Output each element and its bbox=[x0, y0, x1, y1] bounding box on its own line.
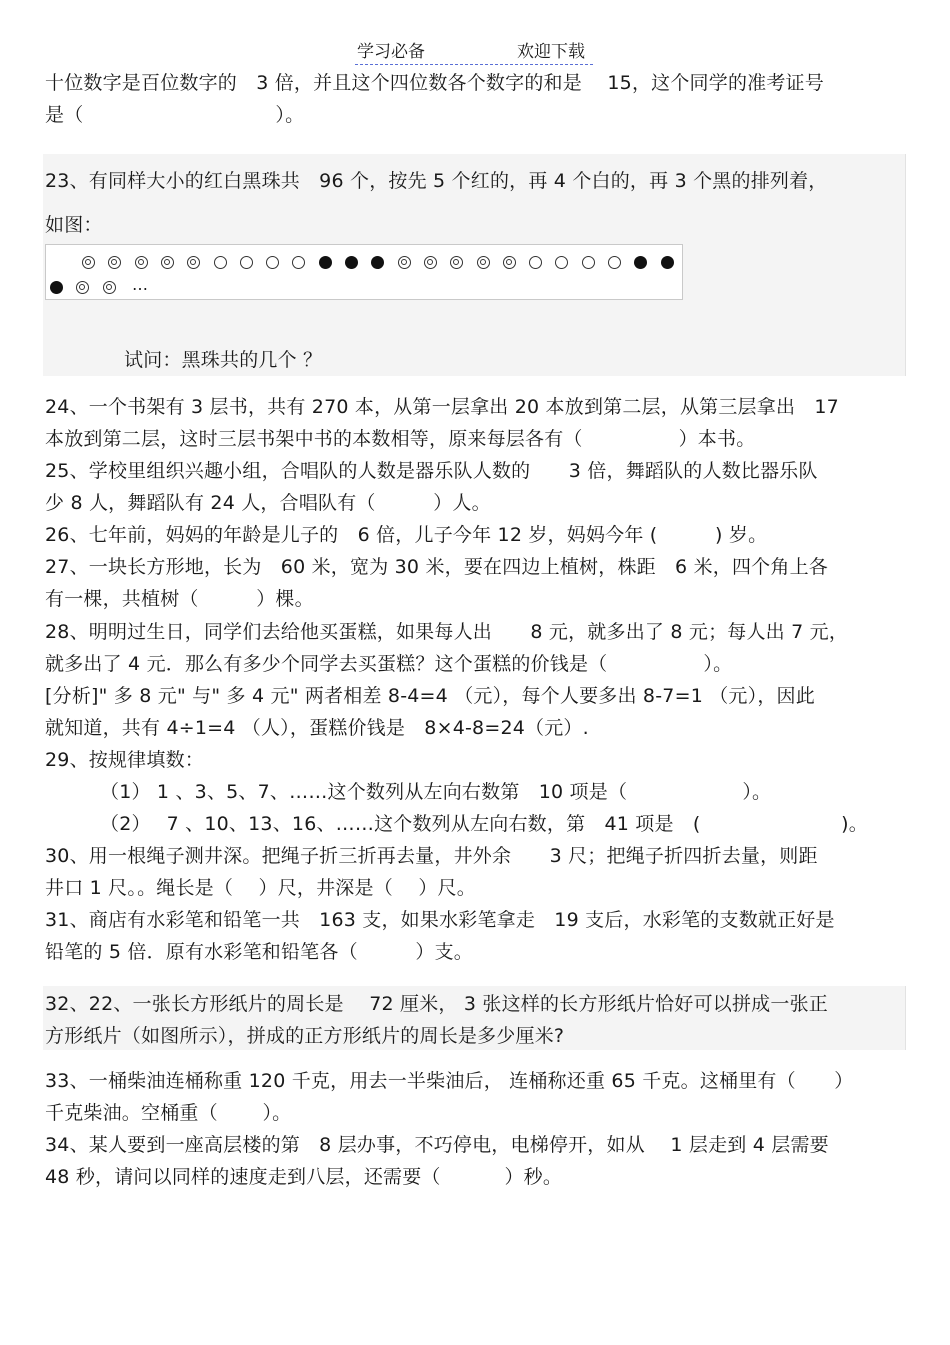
red-bead bbox=[161, 256, 174, 269]
white-bead bbox=[555, 256, 568, 269]
red-bead bbox=[82, 256, 95, 269]
question-34-text: 34、某人要到一座高层楼的第 8 层办事，不巧停电，电梯停开，如从 1 层走到 4 层需要 bbox=[45, 1134, 829, 1156]
question-31-text: 铅笔的 5 倍．原有水彩笔和铅笔各（ ）支。 bbox=[45, 941, 473, 963]
question-31-text: 31、商店有水彩笔和铅笔一共 163 支，如果水彩笔拿走 19 支后，水彩笔的支数就正好是 bbox=[45, 909, 835, 931]
text-line: 是（ ）。 bbox=[45, 104, 305, 126]
question-26-text: 26、七年前，妈妈的年龄是儿子的 6 倍，儿子今年 12 岁，妈妈今年 ( ) 岁。 bbox=[45, 524, 768, 546]
white-bead bbox=[582, 256, 595, 269]
black-bead bbox=[371, 256, 384, 269]
white-bead bbox=[214, 256, 227, 269]
red-bead bbox=[187, 256, 200, 269]
page-header bbox=[355, 40, 593, 65]
question-25-text: 25、学校里组织兴趣小组，合唱队的人数是器乐队人数的 3 倍，舞蹈队的人数比器乐队 bbox=[45, 460, 818, 482]
white-bead bbox=[266, 256, 279, 269]
header-left-text: 学习必备 bbox=[357, 42, 425, 62]
black-bead bbox=[661, 256, 674, 269]
black-bead bbox=[319, 256, 332, 269]
red-bead bbox=[450, 256, 463, 269]
question-29-text: 29、按规律填数： bbox=[45, 749, 204, 771]
question-23-text: 如图： bbox=[45, 214, 103, 236]
text-line: 十位数字是百位数字的 3 倍，并且这个四位数各个数字的和是 15，这个同学的准考证号 bbox=[45, 72, 824, 94]
bead-row-2 bbox=[50, 281, 170, 301]
question-33-text: 33、一桶柴油连桶称重 120 千克，用去一半柴油后， 连桶称还重 65 千克。这桶里有（ ） bbox=[45, 1070, 854, 1092]
white-bead bbox=[240, 256, 253, 269]
red-bead bbox=[477, 256, 490, 269]
question-30-text: 30、用一根绳子测井深。把绳子折三折再去量，井外余 3 尺；把绳子折四折去量，则距 bbox=[45, 845, 818, 867]
bead-ellipsis: … bbox=[132, 275, 148, 294]
red-bead bbox=[103, 281, 116, 294]
black-bead bbox=[345, 256, 358, 269]
red-bead bbox=[135, 256, 148, 269]
question-33-text: 千克柴油。空桶重（ ）。 bbox=[45, 1102, 292, 1124]
question-28-analysis: [分析]" 多 8 元" 与" 多 4 元" 两者相差 8-4=4 （元），每个人要多出 8-7=1 （元），因此 bbox=[45, 685, 815, 707]
question-28-text: 就多出了 4 元．那么有多少个同学去买蛋糕？这个蛋糕的价钱是（ ）。 bbox=[45, 653, 733, 675]
question-29-part-2: （2） 7 、10、13、16、……这个数列从左向右数，第 41 项是 ( )。 bbox=[100, 813, 868, 835]
question-30-text: 井口 1 尺。。绳长是（ ）尺，井深是（ ）尺。 bbox=[45, 877, 476, 899]
white-bead bbox=[608, 256, 621, 269]
question-24-text: 24、一个书架有 3 层书，共有 270 本，从第一层拿出 20 本放到第二层，从第三层拿出 17 bbox=[45, 396, 839, 418]
question-34-text: 48 秒，请问以同样的速度走到八层，还需要（ ）秒。 bbox=[45, 1166, 563, 1188]
white-bead bbox=[292, 256, 305, 269]
question-29-part-1: （1） 1 、3、5、7、……这个数列从左向右数第 10 项是（ ）。 bbox=[100, 781, 772, 803]
bead-figure bbox=[45, 244, 683, 300]
red-bead bbox=[398, 256, 411, 269]
bead-row-1 bbox=[82, 256, 682, 276]
question-27-text: 有一棵，共植树（ ）棵。 bbox=[45, 588, 314, 610]
black-bead bbox=[50, 281, 63, 294]
red-bead bbox=[108, 256, 121, 269]
black-bead bbox=[634, 256, 647, 269]
question-28-text: 28、明明过生日，同学们去给他买蛋糕，如果每人出 8 元，就多出了 8 元；每人出 7 元， bbox=[45, 621, 849, 643]
question-23-text: 23、有同样大小的红白黑珠共 96 个，按先 5 个红的，再 4 个白的，再 3 个黑的排列着， bbox=[45, 170, 828, 192]
question-32-text: 32、22、一张长方形纸片的周长是 72 厘米， 3 张这样的长方形纸片恰好可以拼成一张正 bbox=[45, 993, 828, 1015]
question-23-ask: 试问：黑珠共的几个 ？ bbox=[124, 349, 323, 371]
white-bead bbox=[529, 256, 542, 269]
question-24-text: 本放到第二层，这时三层书架中书的本数相等，原来每层各有（ ）本书。 bbox=[45, 428, 756, 450]
question-32-text: 方形纸片（如图所示），拼成的正方形纸片的周长是多少厘米? bbox=[45, 1025, 565, 1047]
question-28-analysis: 就知道，共有 4÷1=4 （人），蛋糕价钱是 8×4-8=24（元）. bbox=[45, 717, 589, 739]
header-right-text: 欢迎下载 bbox=[517, 42, 585, 62]
red-bead bbox=[76, 281, 89, 294]
question-25-text: 少 8 人，舞蹈队有 24 人，合唱队有（ ）人。 bbox=[45, 492, 491, 514]
red-bead bbox=[424, 256, 437, 269]
red-bead bbox=[503, 256, 516, 269]
question-27-text: 27、一块长方形地，长为 60 米，宽为 30 米，要在四边上植树，株距 6 米，四个角上各 bbox=[45, 556, 828, 578]
